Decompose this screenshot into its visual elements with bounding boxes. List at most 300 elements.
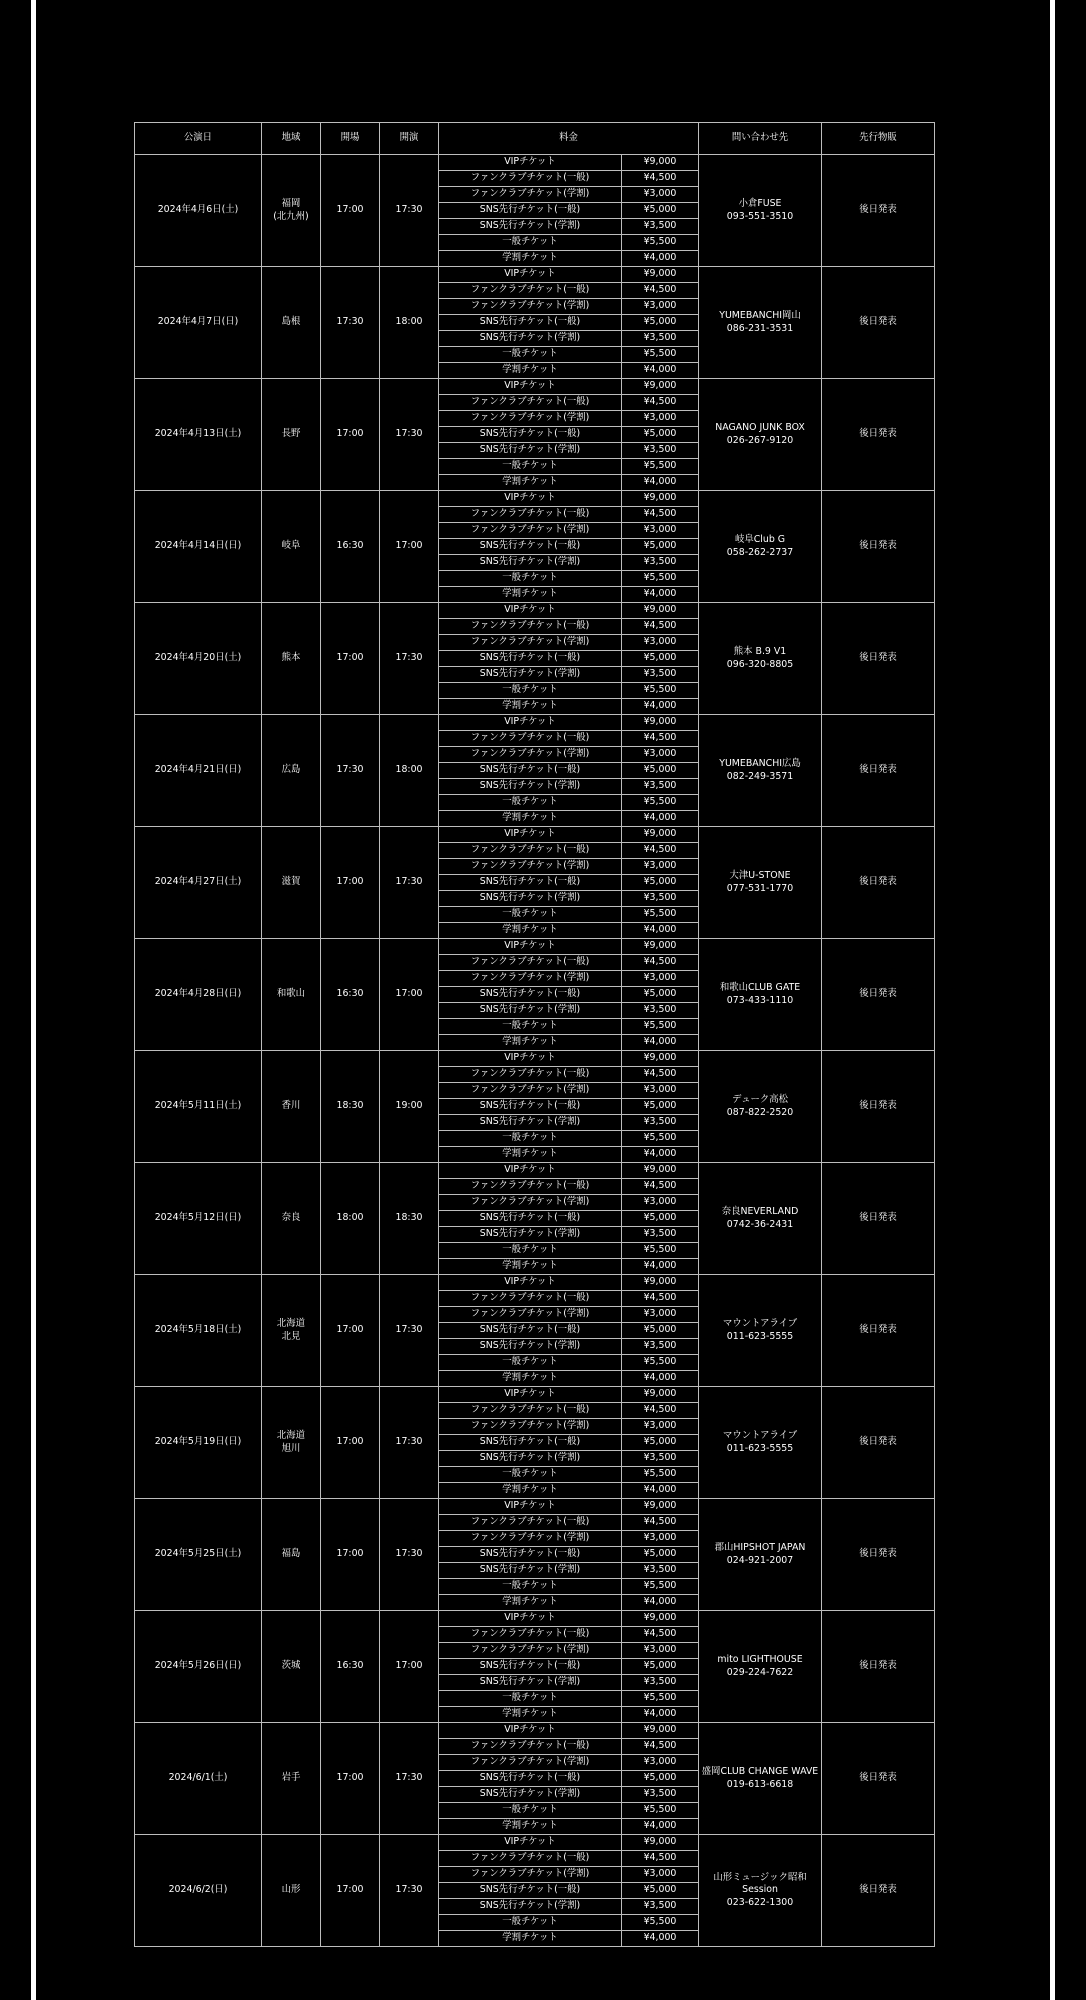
event-contact: YUMEBANCHI岡山 086-231-3531 bbox=[699, 267, 822, 379]
ticket-type: ファンクラブチケット(学割) bbox=[439, 1419, 622, 1435]
ticket-price: ¥3,500 bbox=[622, 1899, 699, 1915]
ticket-price: ¥4,500 bbox=[622, 395, 699, 411]
event-advance-merch: 後日発表 bbox=[822, 1275, 935, 1387]
ticket-price: ¥9,000 bbox=[622, 827, 699, 843]
ticket-type: SNS先行チケット(一般) bbox=[439, 539, 622, 555]
ticket-type: SNS先行チケット(一般) bbox=[439, 875, 622, 891]
event-region: 長野 bbox=[262, 379, 321, 491]
event-region: 和歌山 bbox=[262, 939, 321, 1051]
event-doors-open: 16:30 bbox=[321, 1611, 380, 1723]
ticket-price: ¥3,500 bbox=[622, 1115, 699, 1131]
ticket-type: ファンクラブチケット(一般) bbox=[439, 955, 622, 971]
ticket-type: ファンクラブチケット(学割) bbox=[439, 187, 622, 203]
ticket-price: ¥4,500 bbox=[622, 1627, 699, 1643]
ticket-type: SNS先行チケット(一般) bbox=[439, 651, 622, 667]
event-show-start: 17:30 bbox=[380, 603, 439, 715]
ticket-price: ¥5,000 bbox=[622, 203, 699, 219]
ticket-price: ¥4,000 bbox=[622, 1259, 699, 1275]
ticket-price: ¥5,000 bbox=[622, 1883, 699, 1899]
ticket-type: ファンクラブチケット(学割) bbox=[439, 411, 622, 427]
ticket-price: ¥3,500 bbox=[622, 1003, 699, 1019]
ticket-price: ¥5,500 bbox=[622, 1691, 699, 1707]
ticket-price: ¥4,500 bbox=[622, 1739, 699, 1755]
ticket-price: ¥5,000 bbox=[622, 1323, 699, 1339]
ticket-type: VIPチケット bbox=[439, 491, 622, 507]
ticket-type: SNS先行チケット(一般) bbox=[439, 1099, 622, 1115]
event-advance-merch: 後日発表 bbox=[822, 939, 935, 1051]
table-row bbox=[135, 491, 935, 507]
ticket-price: ¥9,000 bbox=[622, 1163, 699, 1179]
ticket-type: SNS先行チケット(学割) bbox=[439, 1339, 622, 1355]
ticket-price: ¥5,500 bbox=[622, 1243, 699, 1259]
event-contact: 和歌山CLUB GATE 073-433-1110 bbox=[699, 939, 822, 1051]
event-advance-merch: 後日発表 bbox=[822, 1611, 935, 1723]
ticket-type: VIPチケット bbox=[439, 1611, 622, 1627]
event-show-start: 17:00 bbox=[380, 491, 439, 603]
ticket-type: 学割チケット bbox=[439, 1819, 622, 1835]
event-region: 熊本 bbox=[262, 603, 321, 715]
ticket-price: ¥5,500 bbox=[622, 1803, 699, 1819]
ticket-type: 学割チケット bbox=[439, 1707, 622, 1723]
event-doors-open: 17:00 bbox=[321, 1835, 380, 1947]
ticket-price: ¥5,000 bbox=[622, 1659, 699, 1675]
ticket-price: ¥9,000 bbox=[622, 1387, 699, 1403]
ticket-type: SNS先行チケット(学割) bbox=[439, 1003, 622, 1019]
ticket-type: 一般チケット bbox=[439, 235, 622, 251]
ticket-price: ¥5,500 bbox=[622, 1355, 699, 1371]
ticket-type: ファンクラブチケット(一般) bbox=[439, 283, 622, 299]
ticket-type: ファンクラブチケット(一般) bbox=[439, 1627, 622, 1643]
ticket-price: ¥3,500 bbox=[622, 1451, 699, 1467]
event-date: 2024年5月26日(日) bbox=[135, 1611, 262, 1723]
ticket-price: ¥3,000 bbox=[622, 1307, 699, 1323]
ticket-price: ¥4,500 bbox=[622, 843, 699, 859]
ticket-price: ¥9,000 bbox=[622, 603, 699, 619]
ticket-type: 学割チケット bbox=[439, 587, 622, 603]
event-show-start: 18:30 bbox=[380, 1163, 439, 1275]
ticket-price: ¥5,500 bbox=[622, 1579, 699, 1595]
event-advance-merch: 後日発表 bbox=[822, 379, 935, 491]
ticket-price: ¥5,000 bbox=[622, 1435, 699, 1451]
ticket-type: SNS先行チケット(学割) bbox=[439, 1675, 622, 1691]
ticket-price: ¥4,000 bbox=[622, 1595, 699, 1611]
ticket-price: ¥3,500 bbox=[622, 1787, 699, 1803]
ticket-price: ¥3,000 bbox=[622, 1531, 699, 1547]
event-show-start: 17:30 bbox=[380, 1275, 439, 1387]
ticket-price: ¥3,500 bbox=[622, 1675, 699, 1691]
ticket-type: 学割チケット bbox=[439, 923, 622, 939]
event-date: 2024年4月20日(土) bbox=[135, 603, 262, 715]
ticket-type: SNS先行チケット(学割) bbox=[439, 219, 622, 235]
ticket-type: 一般チケット bbox=[439, 1355, 622, 1371]
ticket-price: ¥5,500 bbox=[622, 1915, 699, 1931]
ticket-type: ファンクラブチケット(一般) bbox=[439, 1179, 622, 1195]
ticket-type: VIPチケット bbox=[439, 1835, 622, 1851]
ticket-type: ファンクラブチケット(一般) bbox=[439, 1403, 622, 1419]
event-region: 奈良 bbox=[262, 1163, 321, 1275]
event-doors-open: 16:30 bbox=[321, 939, 380, 1051]
event-region: 岩手 bbox=[262, 1723, 321, 1835]
ticket-type: VIPチケット bbox=[439, 267, 622, 283]
table-row bbox=[135, 715, 935, 731]
ticket-type: SNS先行チケット(学割) bbox=[439, 443, 622, 459]
event-date: 2024年4月7日(日) bbox=[135, 267, 262, 379]
ticket-type: ファンクラブチケット(学割) bbox=[439, 859, 622, 875]
ticket-price: ¥4,000 bbox=[622, 1931, 699, 1947]
ticket-price: ¥3,000 bbox=[622, 635, 699, 651]
ticket-price: ¥3,000 bbox=[622, 523, 699, 539]
ticket-price: ¥4,500 bbox=[622, 1067, 699, 1083]
event-show-start: 17:30 bbox=[380, 1387, 439, 1499]
ticket-price: ¥4,000 bbox=[622, 1483, 699, 1499]
ticket-price: ¥5,500 bbox=[622, 347, 699, 363]
ticket-type: VIPチケット bbox=[439, 1723, 622, 1739]
ticket-type: ファンクラブチケット(学割) bbox=[439, 1867, 622, 1883]
ticket-type: ファンクラブチケット(一般) bbox=[439, 731, 622, 747]
ticket-price: ¥4,500 bbox=[622, 955, 699, 971]
ticket-type: VIPチケット bbox=[439, 379, 622, 395]
ticket-price: ¥4,000 bbox=[622, 251, 699, 267]
ticket-type: SNS先行チケット(一般) bbox=[439, 1435, 622, 1451]
ticket-price: ¥5,500 bbox=[622, 571, 699, 587]
event-region: 島根 bbox=[262, 267, 321, 379]
ticket-price: ¥5,000 bbox=[622, 315, 699, 331]
event-advance-merch: 後日発表 bbox=[822, 1723, 935, 1835]
ticket-price: ¥5,000 bbox=[622, 763, 699, 779]
ticket-type: SNS先行チケット(一般) bbox=[439, 1771, 622, 1787]
event-region: 広島 bbox=[262, 715, 321, 827]
ticket-type: SNS先行チケット(一般) bbox=[439, 1883, 622, 1899]
ticket-type: ファンクラブチケット(学割) bbox=[439, 299, 622, 315]
ticket-price: ¥3,500 bbox=[622, 779, 699, 795]
ticket-price: ¥4,000 bbox=[622, 475, 699, 491]
table-row bbox=[135, 379, 935, 395]
ticket-type: SNS先行チケット(学割) bbox=[439, 1899, 622, 1915]
event-region: 岐阜 bbox=[262, 491, 321, 603]
event-advance-merch: 後日発表 bbox=[822, 1835, 935, 1947]
event-contact: 郡山HIPSHOT JAPAN 024-921-2007 bbox=[699, 1499, 822, 1611]
event-doors-open: 16:30 bbox=[321, 491, 380, 603]
ticket-price: ¥5,000 bbox=[622, 651, 699, 667]
ticket-type: 一般チケット bbox=[439, 1131, 622, 1147]
ticket-price: ¥9,000 bbox=[622, 939, 699, 955]
ticket-price: ¥4,500 bbox=[622, 731, 699, 747]
event-date: 2024年5月11日(土) bbox=[135, 1051, 262, 1163]
ticket-type: SNS先行チケット(一般) bbox=[439, 427, 622, 443]
ticket-price: ¥3,000 bbox=[622, 1195, 699, 1211]
event-region: 福岡 (北九州) bbox=[262, 155, 321, 267]
ticket-type: ファンクラブチケット(学割) bbox=[439, 1307, 622, 1323]
ticket-price: ¥5,000 bbox=[622, 539, 699, 555]
ticket-price: ¥3,500 bbox=[622, 1227, 699, 1243]
ticket-price: ¥5,500 bbox=[622, 907, 699, 923]
schedule-body bbox=[135, 155, 935, 1947]
event-contact: 山形ミュージック昭和 Session 023-622-1300 bbox=[699, 1835, 822, 1947]
ticket-price: ¥4,000 bbox=[622, 699, 699, 715]
table-row bbox=[135, 827, 935, 843]
ticket-type: 学割チケット bbox=[439, 1595, 622, 1611]
event-advance-merch: 後日発表 bbox=[822, 1163, 935, 1275]
ticket-price: ¥3,500 bbox=[622, 555, 699, 571]
table-row bbox=[135, 1163, 935, 1179]
ticket-price: ¥3,500 bbox=[622, 667, 699, 683]
event-region: 山形 bbox=[262, 1835, 321, 1947]
ticket-type: VIPチケット bbox=[439, 827, 622, 843]
event-show-start: 17:30 bbox=[380, 1835, 439, 1947]
ticket-price: ¥9,000 bbox=[622, 491, 699, 507]
ticket-type: 一般チケット bbox=[439, 571, 622, 587]
ticket-type: ファンクラブチケット(一般) bbox=[439, 171, 622, 187]
ticket-price: ¥9,000 bbox=[622, 1275, 699, 1291]
event-contact: mito LIGHTHOUSE 029-224-7622 bbox=[699, 1611, 822, 1723]
ticket-price: ¥4,000 bbox=[622, 1147, 699, 1163]
event-region: 茨城 bbox=[262, 1611, 321, 1723]
event-region: 福島 bbox=[262, 1499, 321, 1611]
ticket-price: ¥9,000 bbox=[622, 1835, 699, 1851]
event-contact: 大津U-STONE 077-531-1770 bbox=[699, 827, 822, 939]
table-row bbox=[135, 267, 935, 283]
ticket-price: ¥9,000 bbox=[622, 715, 699, 731]
table-row bbox=[135, 603, 935, 619]
ticket-type: VIPチケット bbox=[439, 603, 622, 619]
ticket-price: ¥4,500 bbox=[622, 507, 699, 523]
event-advance-merch: 後日発表 bbox=[822, 491, 935, 603]
ticket-price: ¥9,000 bbox=[622, 1499, 699, 1515]
ticket-price: ¥4,000 bbox=[622, 1371, 699, 1387]
event-show-start: 17:30 bbox=[380, 155, 439, 267]
event-show-start: 17:30 bbox=[380, 1499, 439, 1611]
ticket-price: ¥5,000 bbox=[622, 1771, 699, 1787]
ticket-price: ¥9,000 bbox=[622, 267, 699, 283]
ticket-price: ¥5,000 bbox=[622, 987, 699, 1003]
event-doors-open: 17:00 bbox=[321, 603, 380, 715]
ticket-type: VIPチケット bbox=[439, 939, 622, 955]
ticket-type: 一般チケット bbox=[439, 1579, 622, 1595]
ticket-price: ¥3,000 bbox=[622, 1083, 699, 1099]
ticket-type: ファンクラブチケット(一般) bbox=[439, 1851, 622, 1867]
ticket-type: 一般チケット bbox=[439, 683, 622, 699]
event-doors-open: 17:00 bbox=[321, 1275, 380, 1387]
ticket-type: SNS先行チケット(学割) bbox=[439, 1451, 622, 1467]
ticket-price: ¥3,500 bbox=[622, 1339, 699, 1355]
ticket-type: SNS先行チケット(一般) bbox=[439, 1659, 622, 1675]
event-doors-open: 18:00 bbox=[321, 1163, 380, 1275]
ticket-type: VIPチケット bbox=[439, 1387, 622, 1403]
ticket-type: SNS先行チケット(学割) bbox=[439, 779, 622, 795]
ticket-type: 一般チケット bbox=[439, 1467, 622, 1483]
ticket-price: ¥4,000 bbox=[622, 811, 699, 827]
header-doors-open: 開場 bbox=[321, 123, 380, 155]
ticket-price: ¥4,500 bbox=[622, 1179, 699, 1195]
ticket-type: 一般チケット bbox=[439, 795, 622, 811]
ticket-type: SNS先行チケット(一般) bbox=[439, 763, 622, 779]
ticket-price: ¥4,000 bbox=[622, 923, 699, 939]
ticket-price: ¥4,000 bbox=[622, 1035, 699, 1051]
ticket-price: ¥4,000 bbox=[622, 363, 699, 379]
ticket-type: ファンクラブチケット(一般) bbox=[439, 395, 622, 411]
ticket-price: ¥5,000 bbox=[622, 1211, 699, 1227]
event-region: 滋賀 bbox=[262, 827, 321, 939]
table-row bbox=[135, 1499, 935, 1515]
event-date: 2024年5月25日(土) bbox=[135, 1499, 262, 1611]
event-date: 2024年4月28日(日) bbox=[135, 939, 262, 1051]
event-contact: 小倉FUSE 093-551-3510 bbox=[699, 155, 822, 267]
event-region: 香川 bbox=[262, 1051, 321, 1163]
ticket-type: ファンクラブチケット(一般) bbox=[439, 1515, 622, 1531]
event-contact: マウントアライブ 011-623-5555 bbox=[699, 1275, 822, 1387]
ticket-price: ¥9,000 bbox=[622, 379, 699, 395]
event-date: 2024年4月14日(日) bbox=[135, 491, 262, 603]
event-contact: NAGANO JUNK BOX 026-267-9120 bbox=[699, 379, 822, 491]
event-region: 北海道 旭川 bbox=[262, 1387, 321, 1499]
event-date: 2024年5月19日(日) bbox=[135, 1387, 262, 1499]
event-doors-open: 17:00 bbox=[321, 1387, 380, 1499]
event-doors-open: 17:00 bbox=[321, 827, 380, 939]
ticket-price: ¥3,500 bbox=[622, 219, 699, 235]
event-date: 2024/6/1(土) bbox=[135, 1723, 262, 1835]
ticket-price: ¥4,500 bbox=[622, 1515, 699, 1531]
ticket-type: ファンクラブチケット(学割) bbox=[439, 1083, 622, 1099]
table-row bbox=[135, 155, 935, 171]
ticket-price: ¥3,000 bbox=[622, 1419, 699, 1435]
ticket-price: ¥3,500 bbox=[622, 331, 699, 347]
ticket-type: SNS先行チケット(一般) bbox=[439, 1323, 622, 1339]
ticket-price: ¥4,500 bbox=[622, 1851, 699, 1867]
event-contact: 奈良NEVERLAND 0742-36-2431 bbox=[699, 1163, 822, 1275]
header-price: 料金 bbox=[439, 123, 699, 155]
event-advance-merch: 後日発表 bbox=[822, 1051, 935, 1163]
table-header-row bbox=[135, 123, 935, 155]
right-border-rail bbox=[1050, 0, 1055, 2000]
ticket-type: 一般チケット bbox=[439, 1243, 622, 1259]
ticket-type: 一般チケット bbox=[439, 907, 622, 923]
ticket-price: ¥3,000 bbox=[622, 299, 699, 315]
event-advance-merch: 後日発表 bbox=[822, 1499, 935, 1611]
event-contact: 盛岡CLUB CHANGE WAVE 019-613-6618 bbox=[699, 1723, 822, 1835]
ticket-price: ¥9,000 bbox=[622, 1051, 699, 1067]
left-border-rail bbox=[31, 0, 36, 2000]
ticket-type: SNS先行チケット(一般) bbox=[439, 203, 622, 219]
table-row bbox=[135, 1723, 935, 1739]
ticket-type: SNS先行チケット(一般) bbox=[439, 1211, 622, 1227]
ticket-price: ¥3,500 bbox=[622, 891, 699, 907]
ticket-type: 学割チケット bbox=[439, 363, 622, 379]
ticket-type: VIPチケット bbox=[439, 1275, 622, 1291]
event-date: 2024年5月18日(土) bbox=[135, 1275, 262, 1387]
ticket-price: ¥4,000 bbox=[622, 1707, 699, 1723]
event-advance-merch: 後日発表 bbox=[822, 267, 935, 379]
event-contact: YUMEBANCHI広島 082-249-3571 bbox=[699, 715, 822, 827]
event-advance-merch: 後日発表 bbox=[822, 827, 935, 939]
ticket-type: VIPチケット bbox=[439, 1499, 622, 1515]
ticket-type: ファンクラブチケット(学割) bbox=[439, 1643, 622, 1659]
ticket-type: SNS先行チケット(学割) bbox=[439, 555, 622, 571]
event-doors-open: 17:00 bbox=[321, 379, 380, 491]
event-date: 2024年4月21日(日) bbox=[135, 715, 262, 827]
event-show-start: 17:00 bbox=[380, 939, 439, 1051]
ticket-price: ¥4,500 bbox=[622, 1291, 699, 1307]
ticket-type: SNS先行チケット(学割) bbox=[439, 1227, 622, 1243]
ticket-type: 学割チケット bbox=[439, 811, 622, 827]
ticket-type: ファンクラブチケット(一般) bbox=[439, 843, 622, 859]
ticket-price: ¥5,500 bbox=[622, 1467, 699, 1483]
ticket-type: SNS先行チケット(一般) bbox=[439, 987, 622, 1003]
ticket-type: ファンクラブチケット(一般) bbox=[439, 1739, 622, 1755]
ticket-price: ¥9,000 bbox=[622, 1611, 699, 1627]
ticket-price: ¥5,000 bbox=[622, 427, 699, 443]
ticket-type: SNS先行チケット(一般) bbox=[439, 1547, 622, 1563]
ticket-price: ¥5,500 bbox=[622, 459, 699, 475]
ticket-price: ¥5,500 bbox=[622, 235, 699, 251]
table-row bbox=[135, 1275, 935, 1291]
event-doors-open: 17:00 bbox=[321, 1499, 380, 1611]
ticket-type: 学割チケット bbox=[439, 475, 622, 491]
ticket-type: VIPチケット bbox=[439, 155, 622, 171]
header-contact: 問い合わせ先 bbox=[699, 123, 822, 155]
event-show-start: 17:30 bbox=[380, 827, 439, 939]
ticket-type: 学割チケット bbox=[439, 1931, 622, 1947]
event-region: 北海道 北見 bbox=[262, 1275, 321, 1387]
ticket-type: 一般チケット bbox=[439, 1019, 622, 1035]
ticket-type: SNS先行チケット(学割) bbox=[439, 1787, 622, 1803]
ticket-type: VIPチケット bbox=[439, 1163, 622, 1179]
table-row bbox=[135, 1387, 935, 1403]
ticket-type: ファンクラブチケット(一般) bbox=[439, 619, 622, 635]
ticket-price: ¥3,000 bbox=[622, 187, 699, 203]
event-date: 2024年4月13日(土) bbox=[135, 379, 262, 491]
ticket-type: 学割チケット bbox=[439, 1483, 622, 1499]
header-advance-merch: 先行物販 bbox=[822, 123, 935, 155]
ticket-price: ¥3,000 bbox=[622, 411, 699, 427]
ticket-price: ¥3,000 bbox=[622, 1755, 699, 1771]
ticket-price: ¥4,500 bbox=[622, 619, 699, 635]
ticket-type: SNS先行チケット(学割) bbox=[439, 891, 622, 907]
event-advance-merch: 後日発表 bbox=[822, 603, 935, 715]
ticket-price: ¥3,000 bbox=[622, 747, 699, 763]
table-row bbox=[135, 1051, 935, 1067]
ticket-type: 学割チケット bbox=[439, 251, 622, 267]
ticket-type: ファンクラブチケット(学割) bbox=[439, 1531, 622, 1547]
ticket-price: ¥9,000 bbox=[622, 1723, 699, 1739]
event-contact: デューク高松 087-822-2520 bbox=[699, 1051, 822, 1163]
ticket-type: ファンクラブチケット(学割) bbox=[439, 971, 622, 987]
event-show-start: 18:00 bbox=[380, 267, 439, 379]
ticket-price: ¥4,000 bbox=[622, 587, 699, 603]
ticket-type: 学割チケット bbox=[439, 699, 622, 715]
event-doors-open: 17:30 bbox=[321, 715, 380, 827]
header-date: 公演日 bbox=[135, 123, 262, 155]
ticket-type: 一般チケット bbox=[439, 459, 622, 475]
event-advance-merch: 後日発表 bbox=[822, 1387, 935, 1499]
event-doors-open: 18:30 bbox=[321, 1051, 380, 1163]
ticket-price: ¥4,500 bbox=[622, 171, 699, 187]
ticket-price: ¥5,000 bbox=[622, 1099, 699, 1115]
ticket-type: VIPチケット bbox=[439, 715, 622, 731]
ticket-type: SNS先行チケット(学割) bbox=[439, 331, 622, 347]
event-date: 2024/6/2(日) bbox=[135, 1835, 262, 1947]
ticket-price: ¥3,000 bbox=[622, 1867, 699, 1883]
ticket-type: 学割チケット bbox=[439, 1147, 622, 1163]
ticket-type: 学割チケット bbox=[439, 1259, 622, 1275]
event-contact: 熊本 B.9 V1 096-320-8805 bbox=[699, 603, 822, 715]
ticket-type: 一般チケット bbox=[439, 1691, 622, 1707]
event-show-start: 17:30 bbox=[380, 1723, 439, 1835]
ticket-type: 一般チケット bbox=[439, 1915, 622, 1931]
event-show-start: 17:30 bbox=[380, 379, 439, 491]
event-contact: 岐阜Club G 058-262-2737 bbox=[699, 491, 822, 603]
ticket-type: 学割チケット bbox=[439, 1035, 622, 1051]
ticket-price: ¥3,000 bbox=[622, 1643, 699, 1659]
